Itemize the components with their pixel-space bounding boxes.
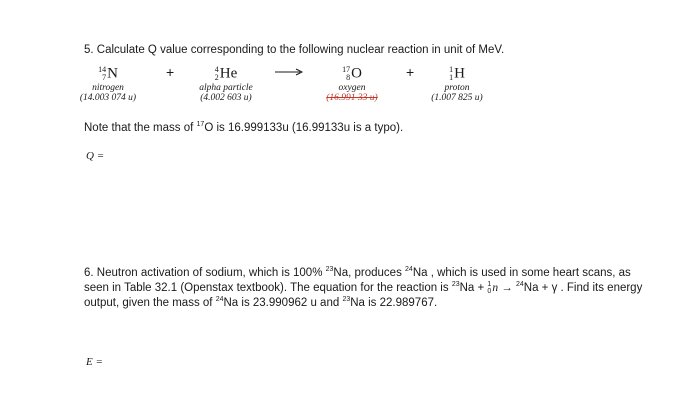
reaction-arrow-icon bbox=[274, 66, 304, 78]
q6-text-4: Na + bbox=[459, 282, 488, 295]
q6-sup-6: 23 bbox=[342, 296, 351, 304]
note-prefix: Note that the mass of bbox=[84, 122, 197, 134]
proton-mass-number: 1 bbox=[449, 64, 454, 74]
q6-text-6: Na + γ . Find its energy output, given the mass of bbox=[84, 282, 643, 310]
alpha-mass: (4.002 603 u) bbox=[200, 93, 252, 103]
alpha-name: alpha particle bbox=[199, 83, 253, 93]
nitrogen-mass-number: 14 bbox=[98, 64, 107, 74]
note-mass-number: 17 bbox=[196, 121, 205, 129]
nitrogen-name: nitrogen bbox=[92, 83, 124, 93]
nitrogen-symbol: N bbox=[107, 65, 118, 82]
q6-text-3: Na , which is used in some heart scans, as seen in Table 32.1 (Openstax textbook). The equation for the reaction is bbox=[84, 267, 631, 295]
alpha-atomic-number: 2 bbox=[214, 72, 219, 82]
alpha-symbol: He bbox=[219, 65, 238, 82]
proton-name: proton bbox=[444, 83, 470, 93]
q6-text-2: Na, produces bbox=[333, 267, 406, 279]
nitrogen-atomic-number: 7 bbox=[102, 72, 107, 82]
q6-sup-3: 23 bbox=[451, 281, 460, 289]
plus-sign-2: + bbox=[406, 64, 415, 80]
question-5-title: 5. Calculate Q value corresponding to the following nuclear reaction in unit of MeV. bbox=[84, 44, 505, 56]
oxygen-mass-number: 17 bbox=[342, 64, 351, 74]
q6-text-1: 6. Neutron activation of sodium, which is 100% bbox=[84, 267, 326, 279]
q6-arrow: → bbox=[498, 282, 516, 295]
plus-sign-1: + bbox=[166, 64, 175, 80]
neutron-scripts bbox=[487, 281, 491, 295]
oxygen-mass-struck: (16.991 33 u) bbox=[326, 93, 378, 103]
proton-mass: (1.007 825 u) bbox=[431, 93, 483, 103]
proton-atomic-number: 1 bbox=[449, 72, 454, 82]
q6-text-8: Na is 22.989767. bbox=[350, 297, 438, 310]
oxygen-symbol: O bbox=[351, 65, 362, 82]
proton-nucleus bbox=[422, 64, 492, 103]
q6-sup-4: 24 bbox=[515, 281, 524, 289]
q6-sup-5: 24 bbox=[215, 296, 224, 304]
q6-text-7: Na is 23.990962 u and bbox=[223, 297, 343, 310]
nuclear-reaction-equation bbox=[0, 64, 700, 114]
alpha-nucleus bbox=[186, 64, 266, 103]
neutron-mass-number: 1 bbox=[487, 281, 492, 288]
mass-correction-note bbox=[84, 122, 403, 134]
e-answer-label: E = bbox=[86, 356, 103, 368]
q6-sup-2: 24 bbox=[405, 266, 413, 274]
nitrogen-mass: (14.003 074 u) bbox=[79, 93, 137, 103]
alpha-mass-number: 4 bbox=[214, 64, 219, 74]
neutron-atomic-number: 0 bbox=[487, 288, 492, 295]
oxygen-atomic-number: 8 bbox=[346, 72, 351, 82]
note-rest: O is 16.999133u (16.99133u is a typo). bbox=[204, 122, 404, 134]
oxygen-name: oxygen bbox=[338, 83, 366, 93]
proton-symbol: H bbox=[454, 65, 465, 82]
oxygen-nucleus bbox=[312, 64, 392, 103]
q6-sup-1: 23 bbox=[325, 266, 334, 274]
question-6-text bbox=[84, 266, 644, 311]
neutron-symbol: n bbox=[492, 282, 499, 295]
nitrogen-nucleus bbox=[78, 64, 138, 103]
q-answer-label: Q = bbox=[86, 150, 105, 162]
